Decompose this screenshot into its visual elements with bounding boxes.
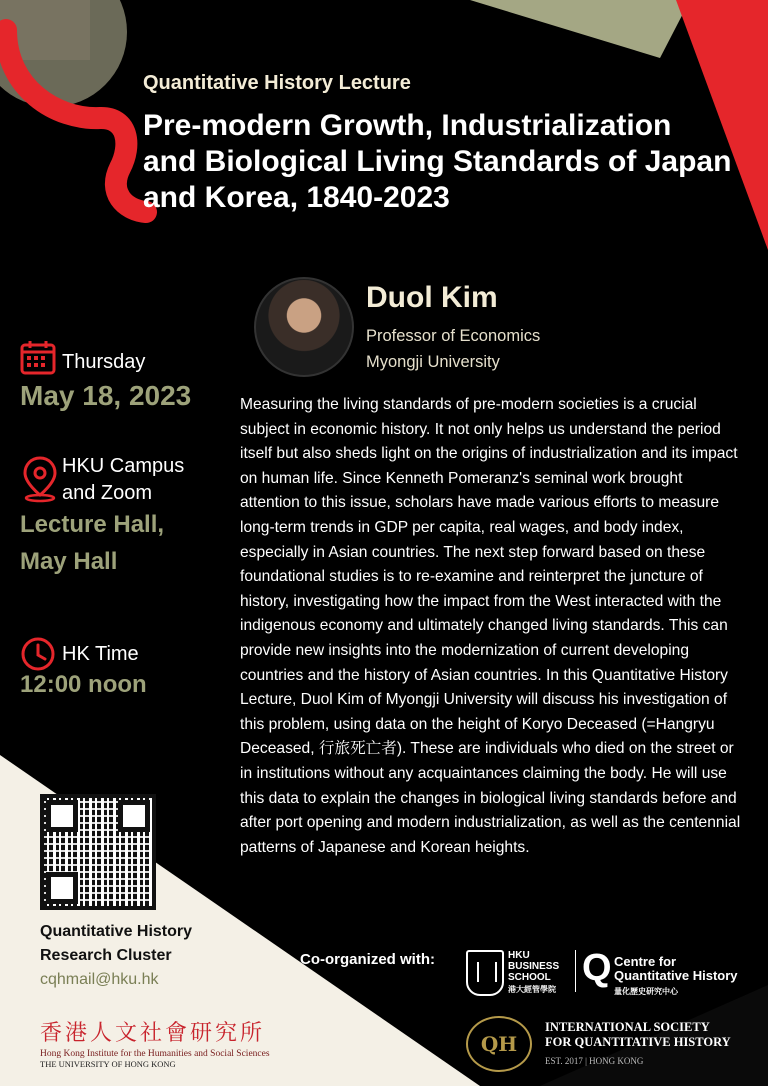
cqh-line1: Centre for [614,954,677,969]
isqh-est: EST. 2017 | HONG KONG [545,1056,644,1066]
qr-code[interactable] [40,794,156,910]
qr-finder-top-right [118,800,150,832]
institute-english-name: Hong Kong Institute for the Humanities and Social Sciences [40,1049,270,1059]
isqh-logo [545,1020,731,1069]
isqh-line2: FOR QUANTITATIVE HISTORY [545,1035,731,1049]
time-label: HK Time [62,643,139,665]
cqh-logo [614,955,738,999]
hku-line2: BUSINESS [508,961,560,972]
location-line2: and Zoom [62,482,153,504]
coorganizer-label: Co-organized with: [300,951,435,968]
logo-divider [575,950,576,992]
olive-triangle-top [470,0,690,58]
venue-line1: Lecture Hall, [20,511,165,538]
lecture-series-label: Quantitative History Lecture [143,72,411,94]
hkihss-logo [40,1016,270,1069]
venue-line2: May Hall [20,548,118,575]
hku-line3: SCHOOL [508,972,551,983]
organizer-email[interactable]: cqhmail@hku.hk [40,971,159,988]
event-day: Thursday [62,351,146,373]
institute-chinese-name: 香港人文社會研究所 [40,1021,266,1046]
cqh-q-icon: Q [582,947,612,989]
isqh-line1: INTERNATIONAL SOCIETY [545,1020,710,1034]
organizer-name [40,920,192,968]
cqh-chinese: 量化歷史研究中心 [614,987,678,996]
speaker-affiliation: Myongji University [366,353,500,371]
cqh-line2: Quantitative History [614,968,738,983]
location-pin-icon [20,455,60,503]
speaker-name: Duol Kim [366,281,498,314]
organizer-line1: Quantitative History [40,923,193,940]
institute-university: THE UNIVERSITY OF HONG KONG [40,1059,176,1069]
organizer-line2: Research Cluster [40,947,172,964]
speaker-photo [254,277,354,377]
location-line1: HKU Campus [62,455,185,477]
hku-chinese: 港大經管學院 [508,985,556,994]
hku-business-school-logo [508,950,559,995]
event-time: 12:00 noon [20,671,147,698]
hku-crest-icon [466,950,504,996]
isqh-laurel-icon [466,1016,532,1072]
hku-line1: HKU [508,950,530,961]
speaker-position: Professor of Economics [366,327,541,345]
qr-finder-bottom-left [46,872,78,904]
qr-finder-top-left [46,800,78,832]
isqh-monogram: QH [480,1032,518,1056]
abstract-text: Measuring the living standards of pre-modern societies is a crucial subject in economic history. It not only helps us understand the period itself but also sheds light on the origins of industrialization and its impact on human life. Since Kenneth Pomeranz's seminal work brought attention to this issue, scholars have made various efforts to measure long-term trends in GDP per capita, real wages, and body index, especially in Asian countries. The next step forward based on these foundational studies is to re-examine and reinterpret the juncture of history, investigating how the impact from the West interacted with the indigenous economy and ultimately changed living standards. This can provide new insights into the modernization of current developing countries and the history of Asian countries. In this Quantitative History Lecture, Duol Kim of Myongji University will discuss his investigation of this problem, using data on the height of Koryo Deceased (=Hangryu Deceased, 行旅死亡者). These are individuals who died on the street or in institutions without any acquaintances claiming the body. He will use this data to explain the changes in biological living standards before and after port opening and modern industrialization, as well as the centennial patterns of Japanese and Korean heights. [240,396,741,856]
lecture-title: Pre-modern Growth, Industrialization and Biological Living Standards of Japan and Korea, 1840-2023 [143,109,732,214]
calendar-icon [20,340,58,376]
event-date: May 18, 2023 [20,380,192,411]
clock-icon [20,636,56,672]
